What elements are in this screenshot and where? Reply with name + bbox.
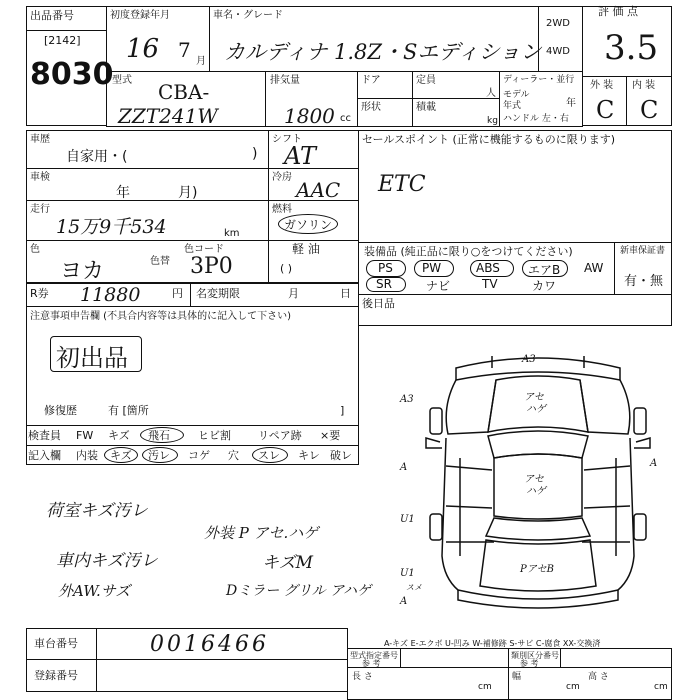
person-unit: 人 [486,88,496,99]
equip-navi-text: ナビ [426,279,451,293]
cc-unit: cc [340,113,351,124]
equip-tv-text: TV [482,277,498,291]
color-label: 色 [30,244,40,255]
rec-kizu: キズ [110,449,132,462]
chassis-value: 0016466 [150,632,269,657]
mileage-unit: km [224,228,240,239]
disp-value: 1800 [284,104,335,128]
hw-line-6: Dミラー グリル アハゲ [226,583,372,599]
shift-value: AT [284,142,317,170]
first-reg-year: 16 [126,34,160,64]
back-day-label: 後日品 [362,297,395,310]
repair-close: ] [340,404,345,417]
kg-unit: kg [487,116,498,126]
reg-label: 登録番号 [34,669,78,682]
mark-ase-roof: アセ [524,474,544,485]
equip-label: 装備品 (純正品に限り○をつけてください) [364,245,573,258]
model-year-label: モデル 年式 [503,90,530,111]
equip-leather-text: カワ [532,279,557,293]
hgt-unit: cm [654,682,668,692]
type-label: 型式 [112,75,132,86]
chassis-label: 車台番号 [34,637,78,650]
ac-label: 冷房 [272,172,292,183]
mark-a-right: A [650,458,658,469]
mark-sume: スメ [406,583,422,592]
type-value-2: ZZT241W [118,104,218,128]
equip-aw-text: AW [584,261,604,275]
mark-u1-left: U1 [400,514,415,525]
inspector-label: 検査員 [28,429,61,442]
door-label: ドア [361,75,381,86]
hw-line-5: 外AW.サズ [58,582,131,600]
len-unit: cm [478,682,492,692]
mark-a-left: A [400,462,408,473]
disp-label: 排気量 [270,75,300,86]
repair-value: 有 [箇所 [108,404,149,417]
mark-a3-left: A3 [400,394,414,405]
score-value: 3.5 [604,28,659,68]
insp-hibi: ヒビ割 [198,429,231,442]
model-name: カルディナ 1.8Z・Sエディション [224,40,542,64]
notes-label: 注意事項申告欄 (不具合内容等は具体的に記入して下さい) [30,311,291,322]
ac-value: AAC [296,178,341,202]
shaken-label: 車検 [30,172,50,183]
color-code-value: 3P0 [190,254,233,279]
month-unit: 月 [196,56,206,67]
insp-kizu: キズ [108,429,130,442]
color-value: ヨカ [60,259,105,284]
insp-tobiishi: 飛石 [148,429,170,442]
back-day-box [358,294,672,326]
shaken-year: 年 [116,185,130,201]
handle-label: ハンドル 左・右 [503,114,569,124]
record-label: 記入欄 [28,449,61,462]
color-change-label: 色替 [150,256,170,267]
fuel-gasoline: ガソリン [284,218,333,232]
score-label: 評 価 点 [598,5,638,18]
mileage-label: 走行 [30,204,50,215]
mileage-value: 15万9千534 [56,216,167,238]
mark-hage-roof: ハゲ [526,486,546,497]
fuel-diesel: 軽 油 [292,242,320,256]
recycle-box [26,283,359,307]
interior-score: C [640,96,659,124]
mark-p-gate: PアセB [520,564,554,575]
equip-ps-text: PS [378,261,393,275]
recycle-yen: 円 [172,287,183,300]
car-damage-diagram [396,346,680,616]
equip-abs-text: ABS [476,261,500,275]
rec-yabure: 破レ [330,449,352,462]
first-reg-label: 初度登録年月 [110,10,170,21]
fuel-label: 燃料 [272,204,292,215]
mark-hage-hood: ハゲ [526,404,546,415]
lot-sub: [2142] [44,34,81,47]
wid-unit: cm [566,682,580,692]
insp-repair-trace: リペア跡 [258,429,302,442]
shaken-month: 月) [178,185,198,201]
rec-yogore: 汚レ [148,449,170,462]
rec-kire: キレ [298,449,320,462]
warranty-label: 新車保証書 [620,246,666,256]
shift-label: シフト [272,134,302,145]
rec-koge: コゲ [188,449,210,462]
model-name-label: 車名・グレード [213,10,283,21]
hw-line-3: 車内キズ汚レ [56,551,158,571]
hw-line-1: 荷室キズ汚レ [46,501,148,521]
warranty-value: 有・無 [624,274,664,289]
sales-point-label: セールスポイント (正常に機能するものに限ります) [362,133,616,146]
mark-a-rear: A [400,596,408,607]
rec-sure: スレ [258,449,280,462]
insp-fw: FW [76,429,94,442]
cap-label: 定員 [416,75,436,86]
mark-a3-front: A3 [522,354,536,365]
class-no-label: 類別区分番号 [511,651,559,660]
damage-legend: A-キズ E-エクボ U-凹み W-補修跡 S-サビ C-腐食 XX-交換済 [384,639,601,648]
wd2-label: 2WD [546,18,570,29]
fuel-paren: ( ) [280,262,293,275]
hw-line-2: 外装 P アセ.ハゲ [204,524,319,542]
notes-value: 初出品 [56,344,128,372]
hgt-label: 高 さ [588,672,609,682]
dealer-label: ディーラー・並行 [503,75,575,85]
exterior-label: 外 装 [590,80,614,91]
history-label: 車歴 [30,134,50,145]
color-code-label: 色コード [184,244,224,255]
wid-label: 幅 [512,672,522,682]
mark-u1-rear: U1 [400,568,415,579]
lot-number: 8030 [30,57,114,92]
len-label: 長 さ [352,672,373,682]
history-close: ) [252,146,258,162]
type-value-1: CBA- [158,80,210,104]
exterior-score: C [596,96,615,124]
recycle-label: R券 [30,287,49,300]
wd4-label: 4WD [546,46,570,57]
insp-x-req: ×要 [320,429,341,442]
rec-ana: 穴 [228,449,239,462]
hw-line-4: キズM [262,553,314,573]
spec-no-sub: 参 考 [362,659,381,668]
mark-ase-hood: アセ [524,392,544,403]
spec-no-label: 型式指定番号 [350,651,398,660]
rec-naisou: 内装 [76,449,98,462]
equip-pw-text: PW [422,261,442,275]
due-label: 名変期限 [196,287,240,300]
equip-sr-text: SR [376,277,392,291]
class-no-sub: 参 考 [520,659,539,668]
load-label: 積載 [416,102,436,113]
first-reg-month: 7 [178,38,191,62]
shape-label: 形状 [361,102,381,113]
due-month: 月 [288,287,299,300]
history-value: 自家用・( [66,149,128,165]
recycle-value: 11880 [80,284,141,306]
repair-label: 修復歴 [44,404,77,417]
sales-point-value: ETC [378,172,426,197]
year-unit: 年 [566,98,576,109]
due-day: 日 [340,287,351,300]
lot-no-label: 出品番号 [30,9,74,22]
equip-airbag-text: エアB [528,263,561,277]
interior-label: 内 装 [632,80,656,91]
